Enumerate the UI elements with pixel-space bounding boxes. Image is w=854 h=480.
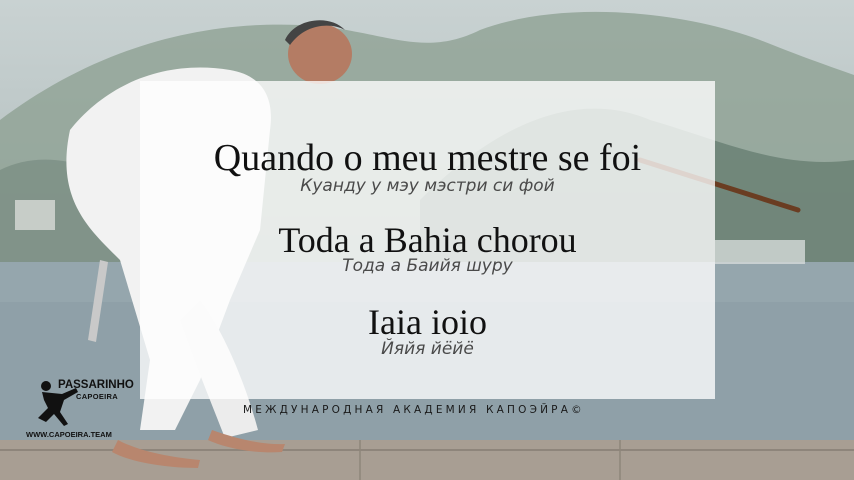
lyric-line-1-transliteration: Куанду у мэу мэстри си фой: [300, 176, 555, 196]
academy-caption: МЕЖДУНАРОДНАЯ АКАДЕМИЯ КАПОЭЙРА©: [243, 404, 585, 416]
lyric-line-1-portuguese: Quando o meu mestre se foi: [213, 137, 642, 179]
lyric-line-3-portuguese: Iaia ioio: [368, 302, 487, 342]
logo-subtitle: CAPOEIRA: [76, 392, 118, 401]
logo-url: WWW.CAPOEIRA.TEAM: [26, 430, 112, 439]
logo-name: PASSARINHO: [58, 379, 134, 391]
lyrics-panel: [140, 81, 715, 399]
lyric-line-2-portuguese: Toda a Bahia chorou: [278, 220, 577, 260]
passarinho-logo: [26, 376, 142, 442]
lyric-line-2-transliteration: Тода а Баийя шуру: [342, 256, 513, 276]
lyric-line-3-transliteration: Йяйя йёйё: [381, 339, 474, 359]
